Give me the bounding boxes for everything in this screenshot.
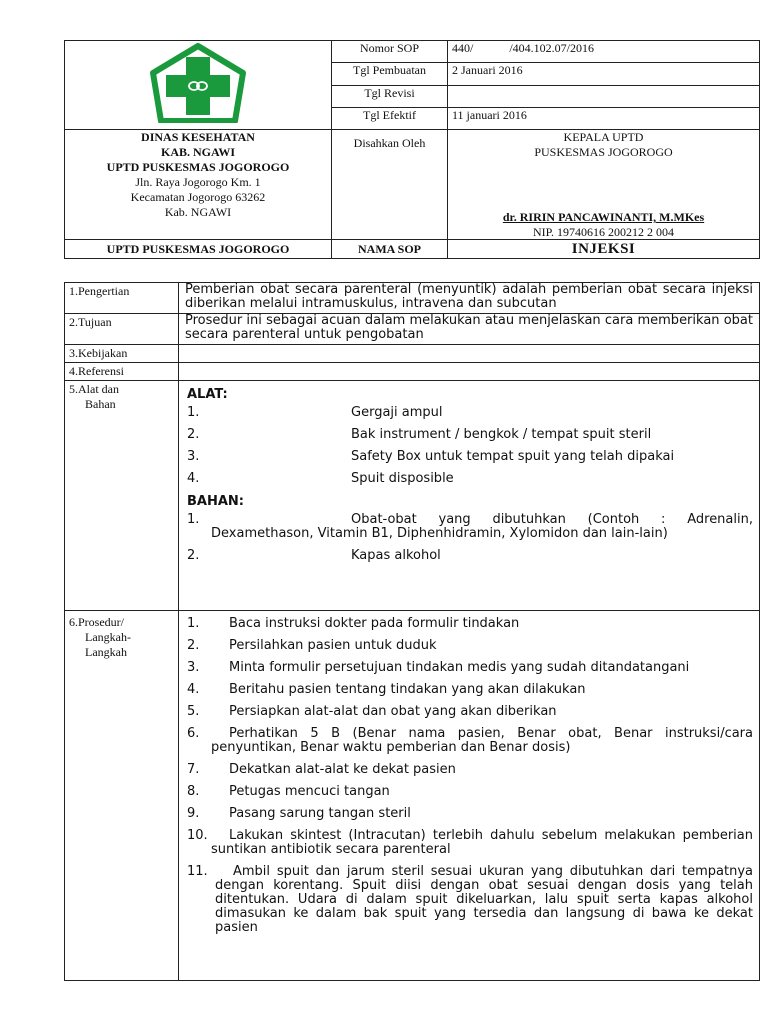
step-item bbox=[187, 829, 753, 857]
item-number: 2. bbox=[187, 427, 200, 442]
step-text: Lakukan skintest (Intracutan) terlebih dahulu sebelum melakukan pemberian suntikan antibiotik secara parenteral bbox=[211, 828, 753, 857]
section-label: 4.Referensi bbox=[65, 363, 179, 381]
prosedur-content bbox=[179, 611, 760, 981]
field-label: Tgl Pembuatan bbox=[332, 63, 448, 86]
section-label bbox=[65, 381, 179, 611]
step-number: 9. bbox=[187, 806, 200, 821]
section-row bbox=[65, 283, 760, 314]
organization-block bbox=[65, 130, 332, 240]
list-item bbox=[187, 513, 753, 541]
step-number: 3. bbox=[187, 660, 200, 675]
org-address: Jln. Raya Jogorogo Km. 1 bbox=[135, 175, 261, 189]
step-text: Pasang sarung tangan steril bbox=[229, 806, 411, 821]
list-item bbox=[187, 549, 753, 563]
puskesmas-logo bbox=[148, 43, 248, 123]
field-label: Tgl Revisi bbox=[332, 86, 448, 108]
field-value bbox=[448, 86, 760, 108]
org-unit: UPTD PUSKESMAS JOGOROGO bbox=[106, 160, 290, 174]
step-item bbox=[187, 865, 753, 935]
step-number: 5. bbox=[187, 704, 200, 719]
footer-unit: UPTD PUSKESMAS JOGOROGO bbox=[65, 240, 332, 259]
section-row bbox=[65, 363, 760, 381]
section-label bbox=[65, 611, 179, 981]
item-number: 1. bbox=[187, 512, 200, 527]
step-item bbox=[187, 683, 753, 697]
alat-bahan-content bbox=[179, 381, 760, 611]
list-item bbox=[187, 428, 753, 442]
step-item bbox=[187, 705, 753, 719]
section-text bbox=[179, 363, 760, 381]
item-number: 1. bbox=[187, 405, 200, 420]
list-item bbox=[187, 472, 753, 486]
step-text: Persilahkan pasien untuk duduk bbox=[229, 638, 437, 653]
step-number: 2. bbox=[187, 638, 200, 653]
org-address: Kecamatan Jogorogo 63262 bbox=[130, 190, 266, 204]
step-text: Baca instruksi dokter pada formulir tindakan bbox=[229, 616, 520, 631]
section-label-line: 5.Alat dan bbox=[69, 382, 119, 396]
approver-title: PUSKESMAS JOGOROGO bbox=[534, 145, 673, 159]
section-row bbox=[65, 611, 760, 981]
approver-title: KEPALA UPTD bbox=[563, 130, 644, 144]
approver-name: dr. RIRIN PANCAWINANTI, M.MKes bbox=[502, 210, 705, 224]
logo-cell bbox=[65, 41, 332, 130]
item-text: Spuit disposible bbox=[351, 471, 454, 486]
section-text bbox=[179, 345, 760, 363]
field-label: Nomor SOP bbox=[332, 41, 448, 63]
step-number: 6. bbox=[187, 726, 200, 741]
list-item bbox=[187, 450, 753, 464]
step-item bbox=[187, 661, 753, 675]
step-number: 8. bbox=[187, 784, 200, 799]
section-label: 1.Pengertian bbox=[65, 283, 179, 314]
approval-label: Disahkan Oleh bbox=[332, 130, 448, 240]
step-number: 11. bbox=[187, 864, 208, 879]
section-row bbox=[65, 314, 760, 345]
step-item bbox=[187, 785, 753, 799]
step-text: Beritahu pasien tentang tindakan yang akan dilakukan bbox=[229, 682, 586, 697]
field-value: 11 januari 2016 bbox=[448, 108, 760, 130]
section-row bbox=[65, 345, 760, 363]
bahan-heading: BAHAN: bbox=[187, 494, 244, 509]
section-text: Pemberian obat secara parenteral (menyuntik) adalah pemberian obat secara injeksi diberikan melalui intramuskulus, intravena dan subcutan bbox=[179, 283, 760, 314]
field-value: 2 Januari 2016 bbox=[448, 63, 760, 86]
section-label: 2.Tujuan bbox=[65, 314, 179, 345]
step-number: 7. bbox=[187, 762, 200, 777]
item-number: 4. bbox=[187, 471, 200, 486]
step-item bbox=[187, 763, 753, 777]
step-number: 1. bbox=[187, 616, 200, 631]
sop-content-table bbox=[64, 282, 760, 981]
item-text: Safety Box untuk tempat spuit yang telah dipakai bbox=[351, 449, 675, 464]
org-address: Kab. NGAWI bbox=[164, 205, 232, 219]
section-label-line: Langkah bbox=[85, 645, 127, 659]
item-text: Obat-obat yang dibutuhkan (Contoh : Adrenalin, Dexamethason, Vitamin B1, Diphenhidramin, Xylomidon dan lain-lain) bbox=[211, 512, 753, 541]
item-text: Gergaji ampul bbox=[351, 405, 443, 420]
alat-heading: ALAT: bbox=[187, 387, 228, 402]
step-text: Dekatkan alat-alat ke dekat pasien bbox=[229, 762, 456, 777]
org-region: KAB. NGAWI bbox=[160, 145, 235, 159]
step-text: Perhatikan 5 B (Benar nama pasien, Benar obat, Benar instruksi/cara penyuntikan, Benar waktu pemberian dan Benar dosis) bbox=[211, 726, 753, 755]
step-number: 4. bbox=[187, 682, 200, 697]
sop-name-label: NAMA SOP bbox=[332, 240, 448, 259]
sop-title: INJEKSI bbox=[448, 240, 760, 259]
step-text: Minta formulir persetujuan tindakan medis yang sudah ditandatangani bbox=[229, 660, 690, 675]
step-item bbox=[187, 807, 753, 821]
step-number: 10. bbox=[187, 828, 208, 843]
approval-block bbox=[448, 130, 760, 240]
step-text: Ambil spuit dan jarum steril sesuai ukuran yang dibutuhkan dari tempatnya dengan korentang. Spuit diisi dengan obat sesuai dengan dosis yang telah ditentukan. Udara di dalam spuit dikeluarkan, lalu spuit serta kapas alkohol dimasukan ke dalam bak spuit yang tersedia dan langsung di bawa ke dekat pasien bbox=[215, 864, 753, 935]
sop-header-table bbox=[64, 40, 760, 259]
step-text: Persiapkan alat-alat dan obat yang akan diberikan bbox=[229, 704, 557, 719]
section-label-line: 6.Prosedur/ bbox=[69, 615, 124, 629]
item-number: 2. bbox=[187, 548, 200, 563]
org-name: DINAS KESEHATAN bbox=[141, 130, 255, 144]
step-item bbox=[187, 617, 753, 631]
step-text: Petugas mencuci tangan bbox=[229, 784, 390, 799]
approver-nip: NIP. 19740616 200212 2 004 bbox=[532, 225, 674, 239]
section-label-line: Langkah- bbox=[85, 630, 131, 644]
item-text: Bak instrument / bengkok / tempat spuit steril bbox=[351, 427, 652, 442]
item-text: Kapas alkohol bbox=[351, 548, 441, 563]
step-item bbox=[187, 639, 753, 653]
field-label: Tgl Efektif bbox=[332, 108, 448, 130]
list-item bbox=[187, 406, 753, 420]
section-label-line: Bahan bbox=[85, 397, 116, 411]
step-item bbox=[187, 727, 753, 755]
section-row bbox=[65, 381, 760, 611]
section-text: Prosedur ini sebagai acuan dalam melakukan atau menjelaskan cara memberikan obat secara parenteral untuk pengobatan bbox=[179, 314, 760, 345]
field-value: 440/ /404.102.07/2016 bbox=[448, 41, 760, 63]
item-number: 3. bbox=[187, 449, 200, 464]
section-label: 3.Kebijakan bbox=[65, 345, 179, 363]
